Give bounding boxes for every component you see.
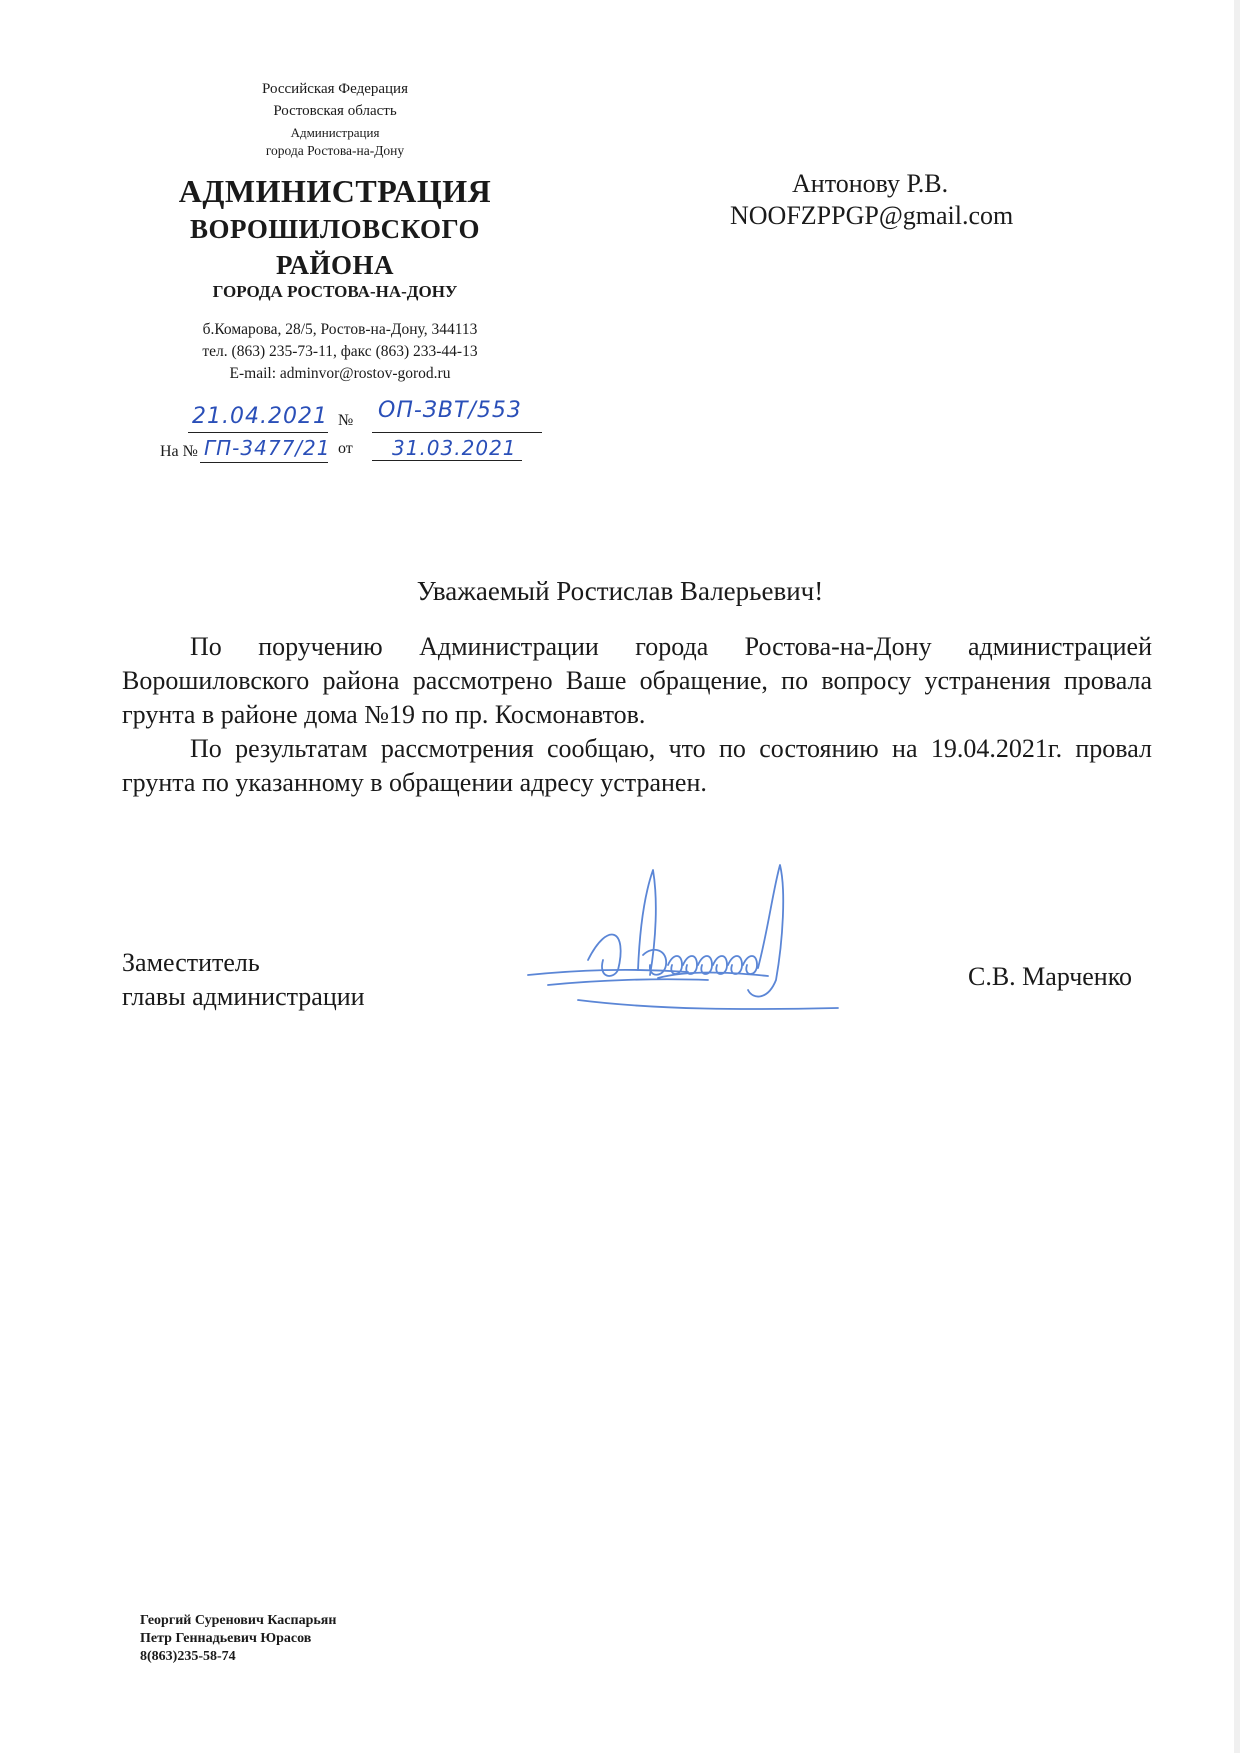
signer-position-line-1: Заместитель bbox=[122, 948, 260, 977]
reference-label: На № bbox=[160, 443, 198, 460]
registration-number-label: № bbox=[338, 412, 354, 429]
paragraph-2: По результатам рассмотрения сообщаю, что по состоянию на 19.04.2021г. провал грунта по указанному в обращении адресу устранен. bbox=[122, 734, 1152, 797]
footer-line-1: Георгий Суренович Каспарьян bbox=[140, 1613, 337, 1628]
footer-contacts bbox=[140, 1612, 336, 1666]
paragraph-1: По поручению Администрации города Ростова-на-Дону администрацией Ворошиловского района рассмотрено Ваше обращение, по вопросу устранения провала грунта в районе дома №19 по пр. Космонавтов. bbox=[122, 632, 1152, 729]
reference-date: 31.03.2021 bbox=[392, 436, 517, 460]
reference-number: ГП-3477/21 bbox=[204, 436, 331, 460]
footer-phone: 8(863)235-58-74 bbox=[140, 1649, 236, 1664]
letterhead-country: Российская Федерация bbox=[262, 81, 408, 97]
handwritten-signature bbox=[518, 860, 848, 1020]
signer-position-line-2: главы администрации bbox=[122, 982, 365, 1011]
reference-number-line bbox=[200, 462, 328, 463]
addressee-email: NOOFZPPGP@gmail.com bbox=[730, 201, 1014, 230]
letterhead-region: Ростовская область bbox=[273, 103, 397, 119]
letterhead-subtitle: ГОРОДА РОСТОВА-НА-ДОНУ bbox=[212, 282, 458, 301]
letterhead-city: города Ростова-на-Дону bbox=[265, 143, 405, 158]
registration-number-line bbox=[372, 432, 542, 433]
page-edge bbox=[1234, 0, 1240, 1753]
addressee bbox=[730, 168, 1060, 232]
letterhead-phones: тел. (863) 235-73-11, факс (863) 233-44-13 bbox=[202, 343, 478, 360]
signer-name: С.В. Марченко bbox=[968, 962, 1133, 991]
signer-position bbox=[122, 946, 365, 1014]
footer-line-2: Петр Геннадьевич Юрасов bbox=[140, 1631, 312, 1646]
addressee-name: Антонову Р.В. bbox=[792, 169, 949, 198]
letterhead-title-1: АДМИНИСТРАЦИЯ bbox=[178, 173, 492, 209]
reference-date-label: от bbox=[338, 440, 353, 457]
letterhead-admin: Администрация bbox=[290, 125, 380, 140]
registration-date: 21.04.2021 bbox=[192, 404, 328, 429]
registration-date-line bbox=[188, 432, 328, 433]
registration-number: ОП-ЗВТ/553 bbox=[378, 398, 522, 423]
letterhead-address: б.Комарова, 28/5, Ростов-на-Дону, 344113 bbox=[202, 321, 478, 338]
letterhead-title-2: ВОРОШИЛОВСКОГО bbox=[189, 214, 481, 244]
letterhead-email: E-mail: adminvor@rostov-gorod.ru bbox=[229, 365, 451, 382]
reference-date-line bbox=[372, 460, 522, 461]
greeting: Уважаемый Ростислав Валерьевич! bbox=[416, 576, 824, 606]
letterhead-title-3: РАЙОНА bbox=[275, 250, 395, 280]
